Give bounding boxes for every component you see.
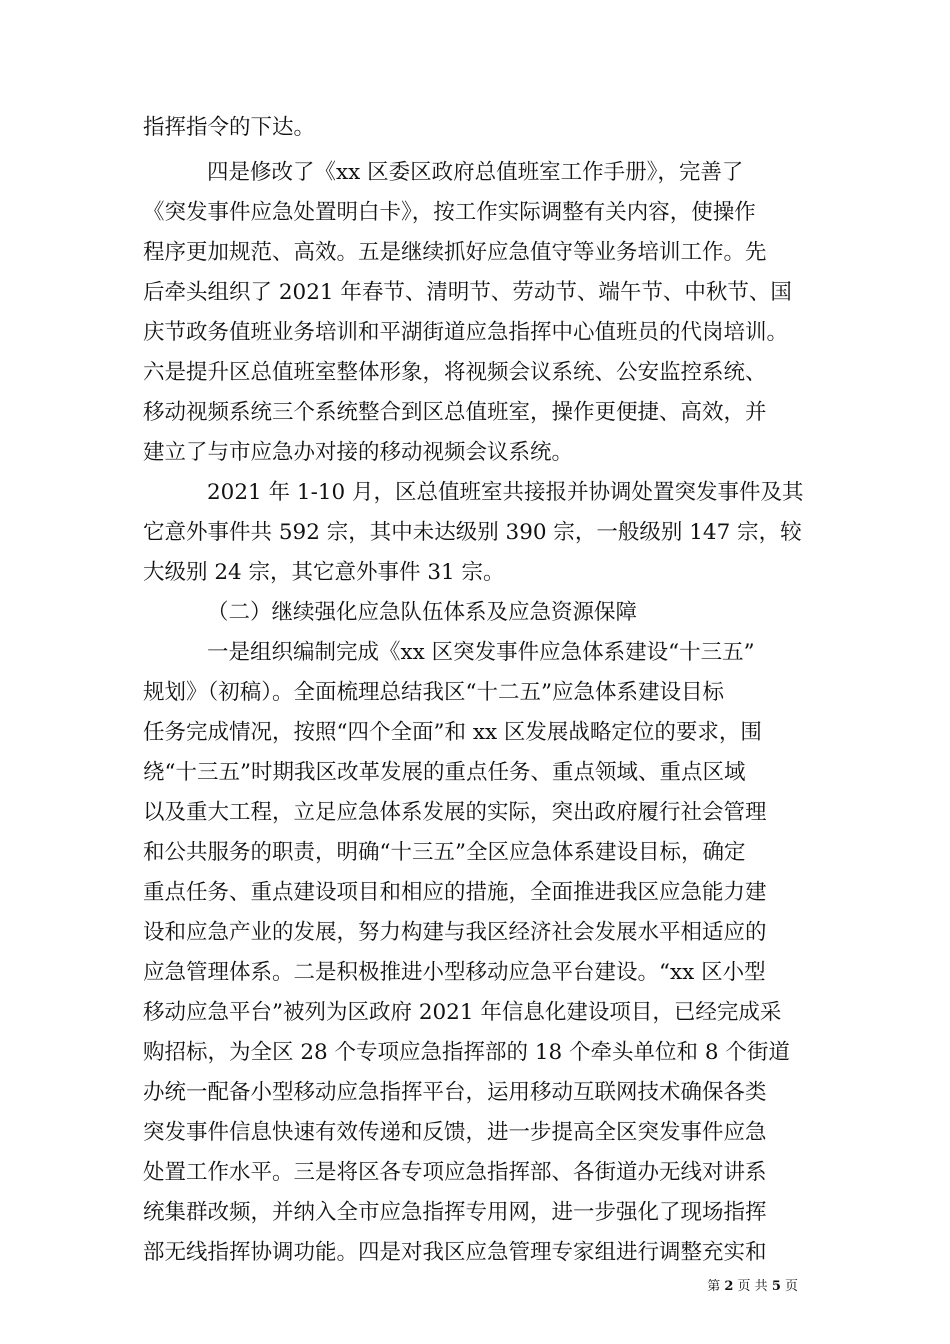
text-line: 设和应急产业的发展，努力构建与我区经济社会发展水平相适应的 (143, 920, 767, 945)
text-line: 大级别 24 宗，其它意外事件 31 宗。 (143, 560, 505, 585)
text-line: 建立了与市应急办对接的移动视频会议系统。 (143, 440, 574, 465)
text-line: 四是修改了《xx 区委区政府总值班室工作手册》，完善了 (207, 160, 744, 185)
text-line: 六是提升区总值班室整体形象，将视频会议系统、公安监控系统、 (143, 360, 767, 385)
text-line: 以及重大工程，立足应急体系发展的实际，突出政府履行社会管理 (143, 800, 767, 825)
footer-middle: 页 共 (733, 1279, 772, 1294)
text-line: 购招标，为全区 28 个专项应急指挥部的 18 个牵头单位和 8 个街道 (143, 1040, 790, 1065)
total-pages: 5 (771, 1279, 781, 1294)
text-line: 《突发事件应急处置明白卡》，按工作实际调整有关内容，使操作 (143, 200, 756, 225)
text-line: 统集群改频，并纳入全市应急指挥专用网，进一步强化了现场指挥 (143, 1200, 767, 1225)
footer-prefix: 第 (707, 1279, 725, 1294)
text-line: 任务完成情况，按照“四个全面”和 xx 区发展战略定位的要求，围 (143, 720, 762, 745)
text-line: 移动视频系统三个系统整合到区总值班室，操作更便捷、高效，并 (143, 400, 767, 425)
text-line: 移动应急平台”被列为区政府 2021 年信息化建设项目，已经完成采 (143, 1000, 782, 1025)
text-line: 重点任务、重点建设项目和相应的措施，全面推进我区应急能力建 (143, 880, 767, 905)
page-footer (707, 1278, 798, 1296)
text-line: 2021 年 1-10 月，区总值班室共接报并协调处置突发事件及其 (207, 480, 804, 505)
text-line: 绕“十三五”时期我区改革发展的重点任务、重点领域、重点区域 (143, 760, 746, 785)
section-heading: （二）继续强化应急队伍体系及应急资源保障 (207, 600, 638, 625)
text-line: 一是组织编制完成《xx 区突发事件应急体系建设“十三五” (207, 640, 755, 665)
text-line: 办统一配备小型移动应急指挥平台，运用移动互联网技术确保各类 (143, 1080, 767, 1105)
text-line: 部无线指挥协调功能。四是对我区应急管理专家组进行调整充实和 (143, 1240, 767, 1265)
text-line: 应急管理体系。二是积极推进小型移动应急平台建设。“xx 区小型 (143, 960, 766, 985)
text-line: 庆节政务值班业务培训和平湖街道应急指挥中心值班员的代岗培训。 (143, 320, 789, 345)
text-line: 规划》（初稿）。全面梳理总结我区“十二五”应急体系建设目标 (143, 680, 724, 705)
text-line: 后牵头组织了 2021 年春节、清明节、劳动节、端午节、中秋节、国 (143, 280, 792, 305)
text-line: 处置工作水平。三是将区各专项应急指挥部、各街道办无线对讲系 (143, 1160, 767, 1185)
text-line: 指挥指令的下达。 (143, 115, 316, 140)
text-line: 和公共服务的职责，明确“十三五”全区应急体系建设目标，确定 (143, 840, 746, 865)
text-line: 它意外事件共 592 宗，其中未达级别 390 宗，一般级别 147 宗，较 (143, 520, 802, 545)
text-line: 突发事件信息快速有效传递和反馈，进一步提高全区突发事件应急 (143, 1120, 767, 1145)
text-line: 程序更加规范、高效。五是继续抓好应急值守等业务培训工作。先 (143, 240, 767, 265)
footer-suffix: 页 (780, 1279, 798, 1294)
page-number: 2 (724, 1279, 734, 1294)
